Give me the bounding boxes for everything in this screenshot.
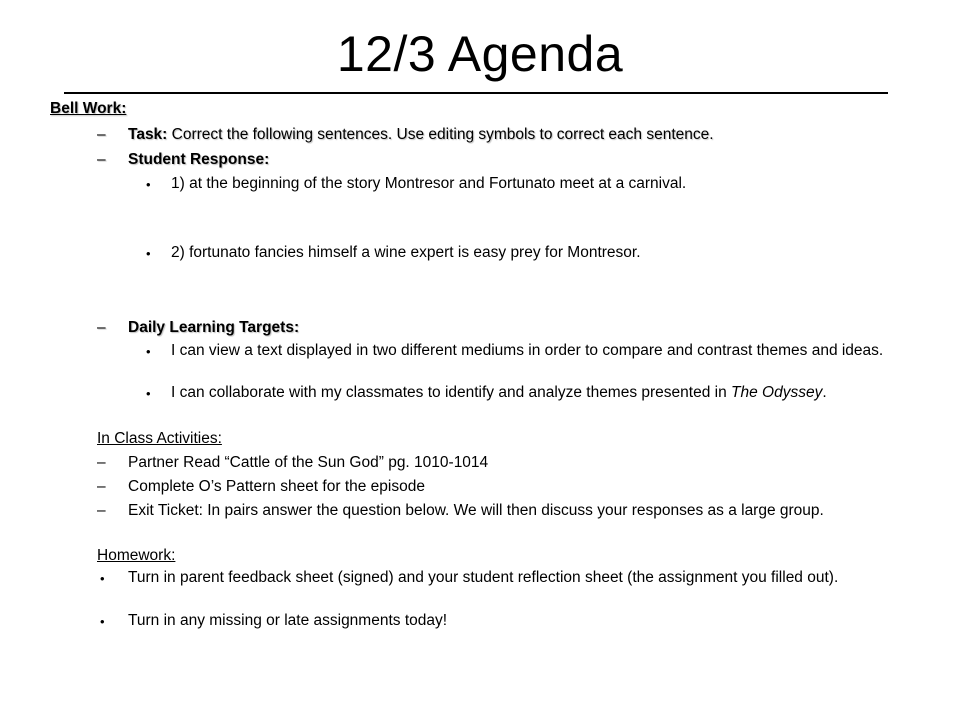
dash-marker: – (97, 478, 106, 495)
homework-heading: Homework: (97, 547, 176, 564)
dash-marker: – (97, 454, 106, 471)
homework-item-1: Turn in parent feedback sheet (signed) and your student reflection sheet (the assignment you filled out). (128, 569, 839, 586)
homework-item-2: Turn in any missing or late assignments today! (128, 612, 448, 629)
bullet-marker: • (100, 614, 105, 629)
sentence-2: 2) fortunato fancies himself a wine expert is easy prey for Montresor. (171, 244, 641, 261)
in-class-item-1: Partner Read “Cattle of the Sun God” pg. 1010-1014 (128, 454, 489, 471)
target-2 (171, 383, 871, 402)
page-title: 12/3 Agenda (336, 26, 624, 82)
dash-marker: – (97, 126, 106, 143)
bullet-marker: • (100, 571, 105, 586)
in-class-item-3: Exit Ticket: In pairs answer the question below. We will then discuss your responses as a large group. (128, 502, 824, 519)
task-line (128, 125, 714, 144)
task-text: Correct the following sentences. Use editing symbols to correct each sentence. (167, 126, 714, 143)
in-class-item-2: Complete O’s Pattern sheet for the episode (128, 478, 425, 495)
title-divider (64, 92, 888, 94)
target-2-text: I can collaborate with my classmates to identify and analyze themes presented in (171, 384, 732, 401)
target-2-period: . (822, 384, 827, 401)
sentence-1: 1) at the beginning of the story Montresor and Fortunato meet at a carnival. (171, 175, 687, 192)
dash-marker: – (97, 502, 106, 519)
target-2-title: The Odyssey (731, 384, 823, 401)
bullet-marker: • (146, 246, 151, 261)
bullet-marker: • (146, 177, 151, 192)
bell-work-heading: Bell Work: (50, 100, 127, 117)
in-class-heading: In Class Activities: (97, 430, 222, 447)
bullet-marker: • (146, 386, 151, 401)
dash-marker: – (97, 151, 106, 168)
student-response-label: Student Response: (128, 151, 270, 168)
targets-label: Daily Learning Targets: (128, 319, 300, 336)
target-1: I can view a text displayed in two different mediums in order to compare and contrast themes and ideas. (171, 342, 884, 359)
bullet-marker: • (146, 344, 151, 359)
task-label: Task: (128, 126, 168, 143)
dash-marker: – (97, 319, 106, 336)
